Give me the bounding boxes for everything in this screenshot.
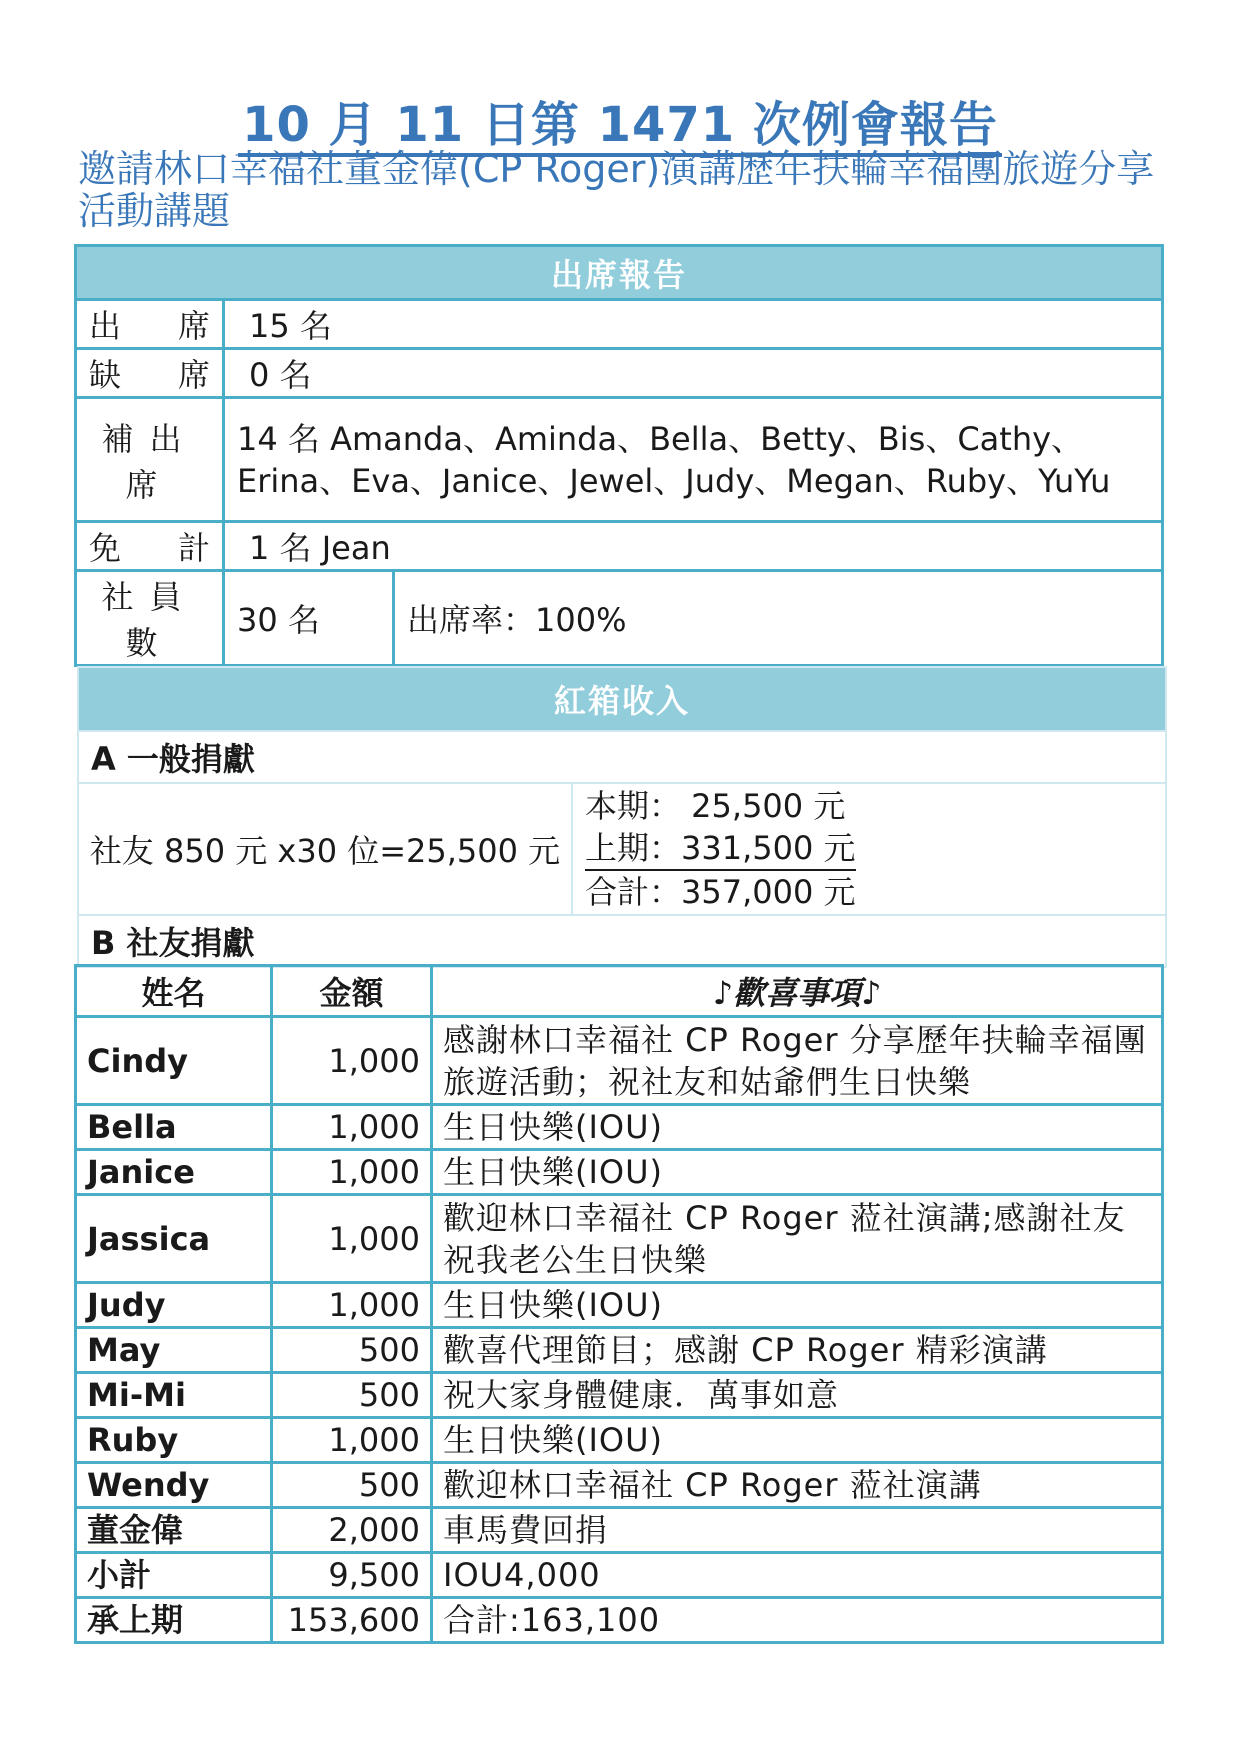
- donor-amount: 1,000: [272, 1195, 432, 1283]
- donor-amount: 500: [272, 1463, 432, 1508]
- donor-amount: 1,000: [272, 1418, 432, 1463]
- table-row: [76, 1328, 1163, 1373]
- general-total: 合計：357,000 元: [585, 873, 856, 911]
- donor-note: 生日快樂(IOU): [432, 1105, 1163, 1150]
- donor-amount: 1,000: [272, 1150, 432, 1195]
- present-value: 15 名: [224, 300, 1163, 349]
- donor-name: Wendy: [76, 1463, 272, 1508]
- table-row: [76, 1418, 1163, 1463]
- donor-name: Mi-Mi: [76, 1373, 272, 1418]
- table-row: [76, 1105, 1163, 1150]
- carryover-amount: 153,600: [272, 1598, 432, 1643]
- red-box-table: [77, 666, 1167, 968]
- attendance-rate: 出席率：100%: [394, 571, 1163, 666]
- table-row: [76, 1150, 1163, 1195]
- donation-table: [74, 964, 1164, 1644]
- table-row: [76, 1195, 1163, 1283]
- section-b-title: B 社友捐獻: [78, 915, 1166, 967]
- donor-name: Bella: [76, 1105, 272, 1150]
- excused-label: 免 計: [76, 522, 224, 571]
- carryover-row: [76, 1598, 1163, 1643]
- absent-label: 缺 席: [76, 349, 224, 398]
- donor-note: 歡喜代理節目；感謝 CP Roger 精彩演講: [432, 1328, 1163, 1373]
- table-row: [76, 1463, 1163, 1508]
- donor-name: Jassica: [76, 1195, 272, 1283]
- current-period: 本期： 25,500 元: [585, 787, 846, 825]
- carryover-label: 承上期: [76, 1598, 272, 1643]
- donor-note: 祝大家身體健康．萬事如意: [432, 1373, 1163, 1418]
- excused-value: 1 名 Jean: [224, 522, 1163, 571]
- table-row: [76, 1283, 1163, 1328]
- donor-name: May: [76, 1328, 272, 1373]
- donor-name: Cindy: [76, 1017, 272, 1105]
- donor-note: 歡迎林口幸福社 CP Roger 蒞社演講: [432, 1463, 1163, 1508]
- table-row: [76, 1508, 1163, 1553]
- members-value: 30 名: [224, 571, 394, 666]
- donor-amount: 500: [272, 1328, 432, 1373]
- donor-amount: 1,000: [272, 1017, 432, 1105]
- previous-period: 上期：331,500 元: [585, 827, 856, 871]
- general-totals: [572, 783, 1166, 915]
- col-amount-header: 金額: [272, 966, 432, 1017]
- donor-name: Ruby: [76, 1418, 272, 1463]
- subtotal-amount: 9,500: [272, 1553, 432, 1598]
- donor-note: 歡迎林口幸福社 CP Roger 蒞社演講;感謝社友祝我老公生日快樂: [432, 1195, 1163, 1283]
- makeup-label: 補出席: [76, 398, 224, 522]
- members-label: 社員數: [76, 571, 224, 666]
- donor-amount: 2,000: [272, 1508, 432, 1553]
- donor-note: 車馬費回捐: [432, 1508, 1163, 1553]
- donor-note: 感謝林口幸福社 CP Roger 分享歷年扶輪幸福團旅遊活動；祝社友和姑爺們生日快樂: [432, 1017, 1163, 1105]
- donor-amount: 500: [272, 1373, 432, 1418]
- subtotal-label: 小計: [76, 1553, 272, 1598]
- present-label: 出 席: [76, 300, 224, 349]
- attendance-table: [74, 244, 1164, 667]
- makeup-value: 14 名 Amanda、Aminda、Bella、Betty、Bis、Cathy、Erina、Eva、Janice、Jewel、Judy、Megan、Ruby、YuYu: [224, 398, 1163, 522]
- attendance-header: 出席報告: [76, 246, 1163, 300]
- donor-note: 生日快樂(IOU): [432, 1418, 1163, 1463]
- donor-amount: 1,000: [272, 1283, 432, 1328]
- subtotal-note: IOU4,000: [432, 1553, 1163, 1598]
- table-row: [76, 1017, 1163, 1105]
- donor-name: 董金偉: [76, 1508, 272, 1553]
- page-title: 10 月 11 日第 1471 次例會報告: [0, 86, 1240, 155]
- page-subtitle: 邀請林口幸福社董金偉(CP Roger)演講歷年扶輪幸福團旅遊分享活動講題: [78, 147, 1155, 233]
- donor-note: 生日快樂(IOU): [432, 1283, 1163, 1328]
- red-box-header: 紅箱收入: [78, 667, 1166, 731]
- subtotal-row: [76, 1553, 1163, 1598]
- col-name-header: 姓名: [76, 966, 272, 1017]
- table-row: [76, 1373, 1163, 1418]
- donor-name: Judy: [76, 1283, 272, 1328]
- donor-amount: 1,000: [272, 1105, 432, 1150]
- general-formula: 社友 850 元 x30 位=25,500 元: [78, 783, 572, 915]
- donor-note: 生日快樂(IOU): [432, 1150, 1163, 1195]
- donor-name: Janice: [76, 1150, 272, 1195]
- carryover-note: 合計:163,100: [432, 1598, 1163, 1643]
- absent-value: 0 名: [224, 349, 1163, 398]
- col-note-header: ♪歡喜事項♪: [432, 966, 1163, 1017]
- section-a-title: A 一般捐獻: [78, 731, 1166, 783]
